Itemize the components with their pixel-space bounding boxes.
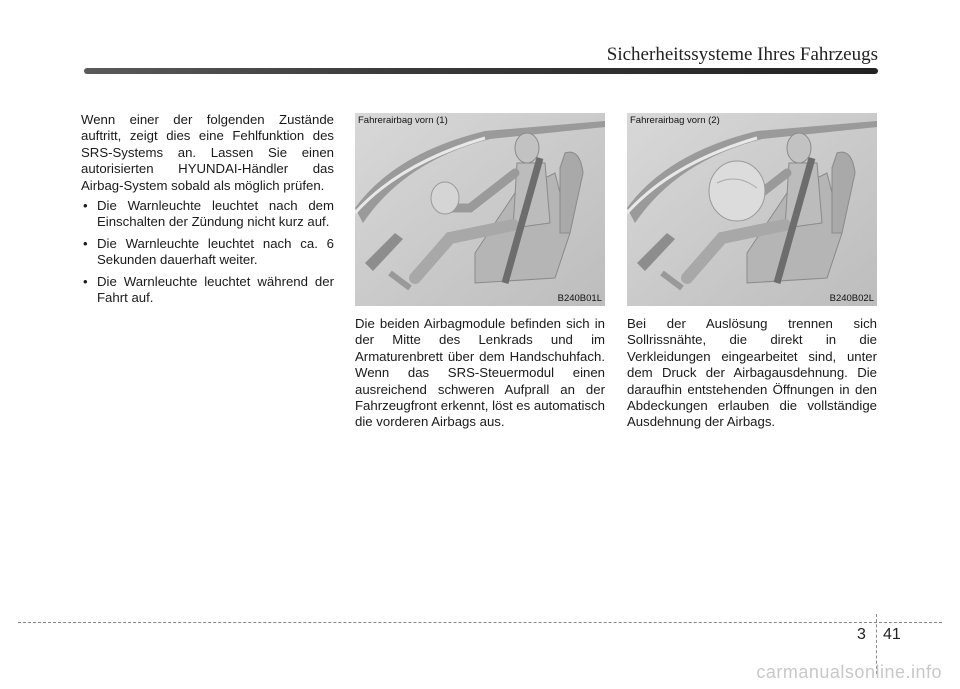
- chapter-number: 3: [857, 626, 866, 643]
- figure-caption: Fahrerairbag vorn (2): [630, 115, 720, 126]
- figure-code: B240B02L: [829, 293, 874, 304]
- airbag-illustration-2: [627, 113, 877, 306]
- page-header-title: Sicherheitssysteme Ihres Fahrzeugs: [606, 44, 878, 65]
- figure-code: B240B01L: [557, 293, 602, 304]
- footer-divider: [18, 622, 942, 623]
- list-item: • Die Warnleuchte leuchtet nach ca. 6 Sekunden dauerhaft weiter.: [81, 236, 334, 269]
- column-1: [81, 112, 334, 311]
- header-rule: [84, 68, 878, 74]
- page-number: 41: [883, 626, 901, 643]
- list-item: • Die Warnleuchte leuchtet während der Fahrt auf.: [81, 274, 334, 307]
- figure-caption: Fahrerairbag vorn (1): [358, 115, 448, 126]
- column-2-text: Die beiden Airbagmodule befinden sich in der Mitte des Lenkrads und im Armaturenbrett über dem Handschuhfach. Wenn das SRS-Steuermodul einen ausreichend schweren Aufprall an der Fahrzeugfront erkennt, löst es automatisch die vorderen Airbags aus.: [355, 316, 605, 430]
- figure-airbag-1: [355, 113, 605, 306]
- watermark: carmanualsonline.info: [756, 662, 942, 682]
- airbag-illustration-1: [355, 113, 605, 306]
- figure-airbag-2: [627, 113, 877, 306]
- intro-paragraph: Wenn einer der folgenden Zustände auftritt, zeigt dies eine Fehlfunktion des SRS-Systems an. Lassen Sie einen autorisierten HYUNDAI-Händler das Airbag-System sobald als möglich prüfen.: [81, 112, 334, 193]
- column-3-text: Bei der Auslösung trennen sich Sollrissnähte, die direkt in die Verkleidungen eingearbeitet sind, unter dem Druck der Airbagausdehnung. Die daraufhin entstehenden Öffnungen in den Abdeckungen erlauben die vollständige Ausdehnung der Airbags.: [627, 316, 877, 430]
- list-item: • Die Warnleuchte leuchtet nach dem Einschalten der Zündung nicht kurz auf.: [81, 198, 334, 231]
- warning-list: [81, 198, 334, 306]
